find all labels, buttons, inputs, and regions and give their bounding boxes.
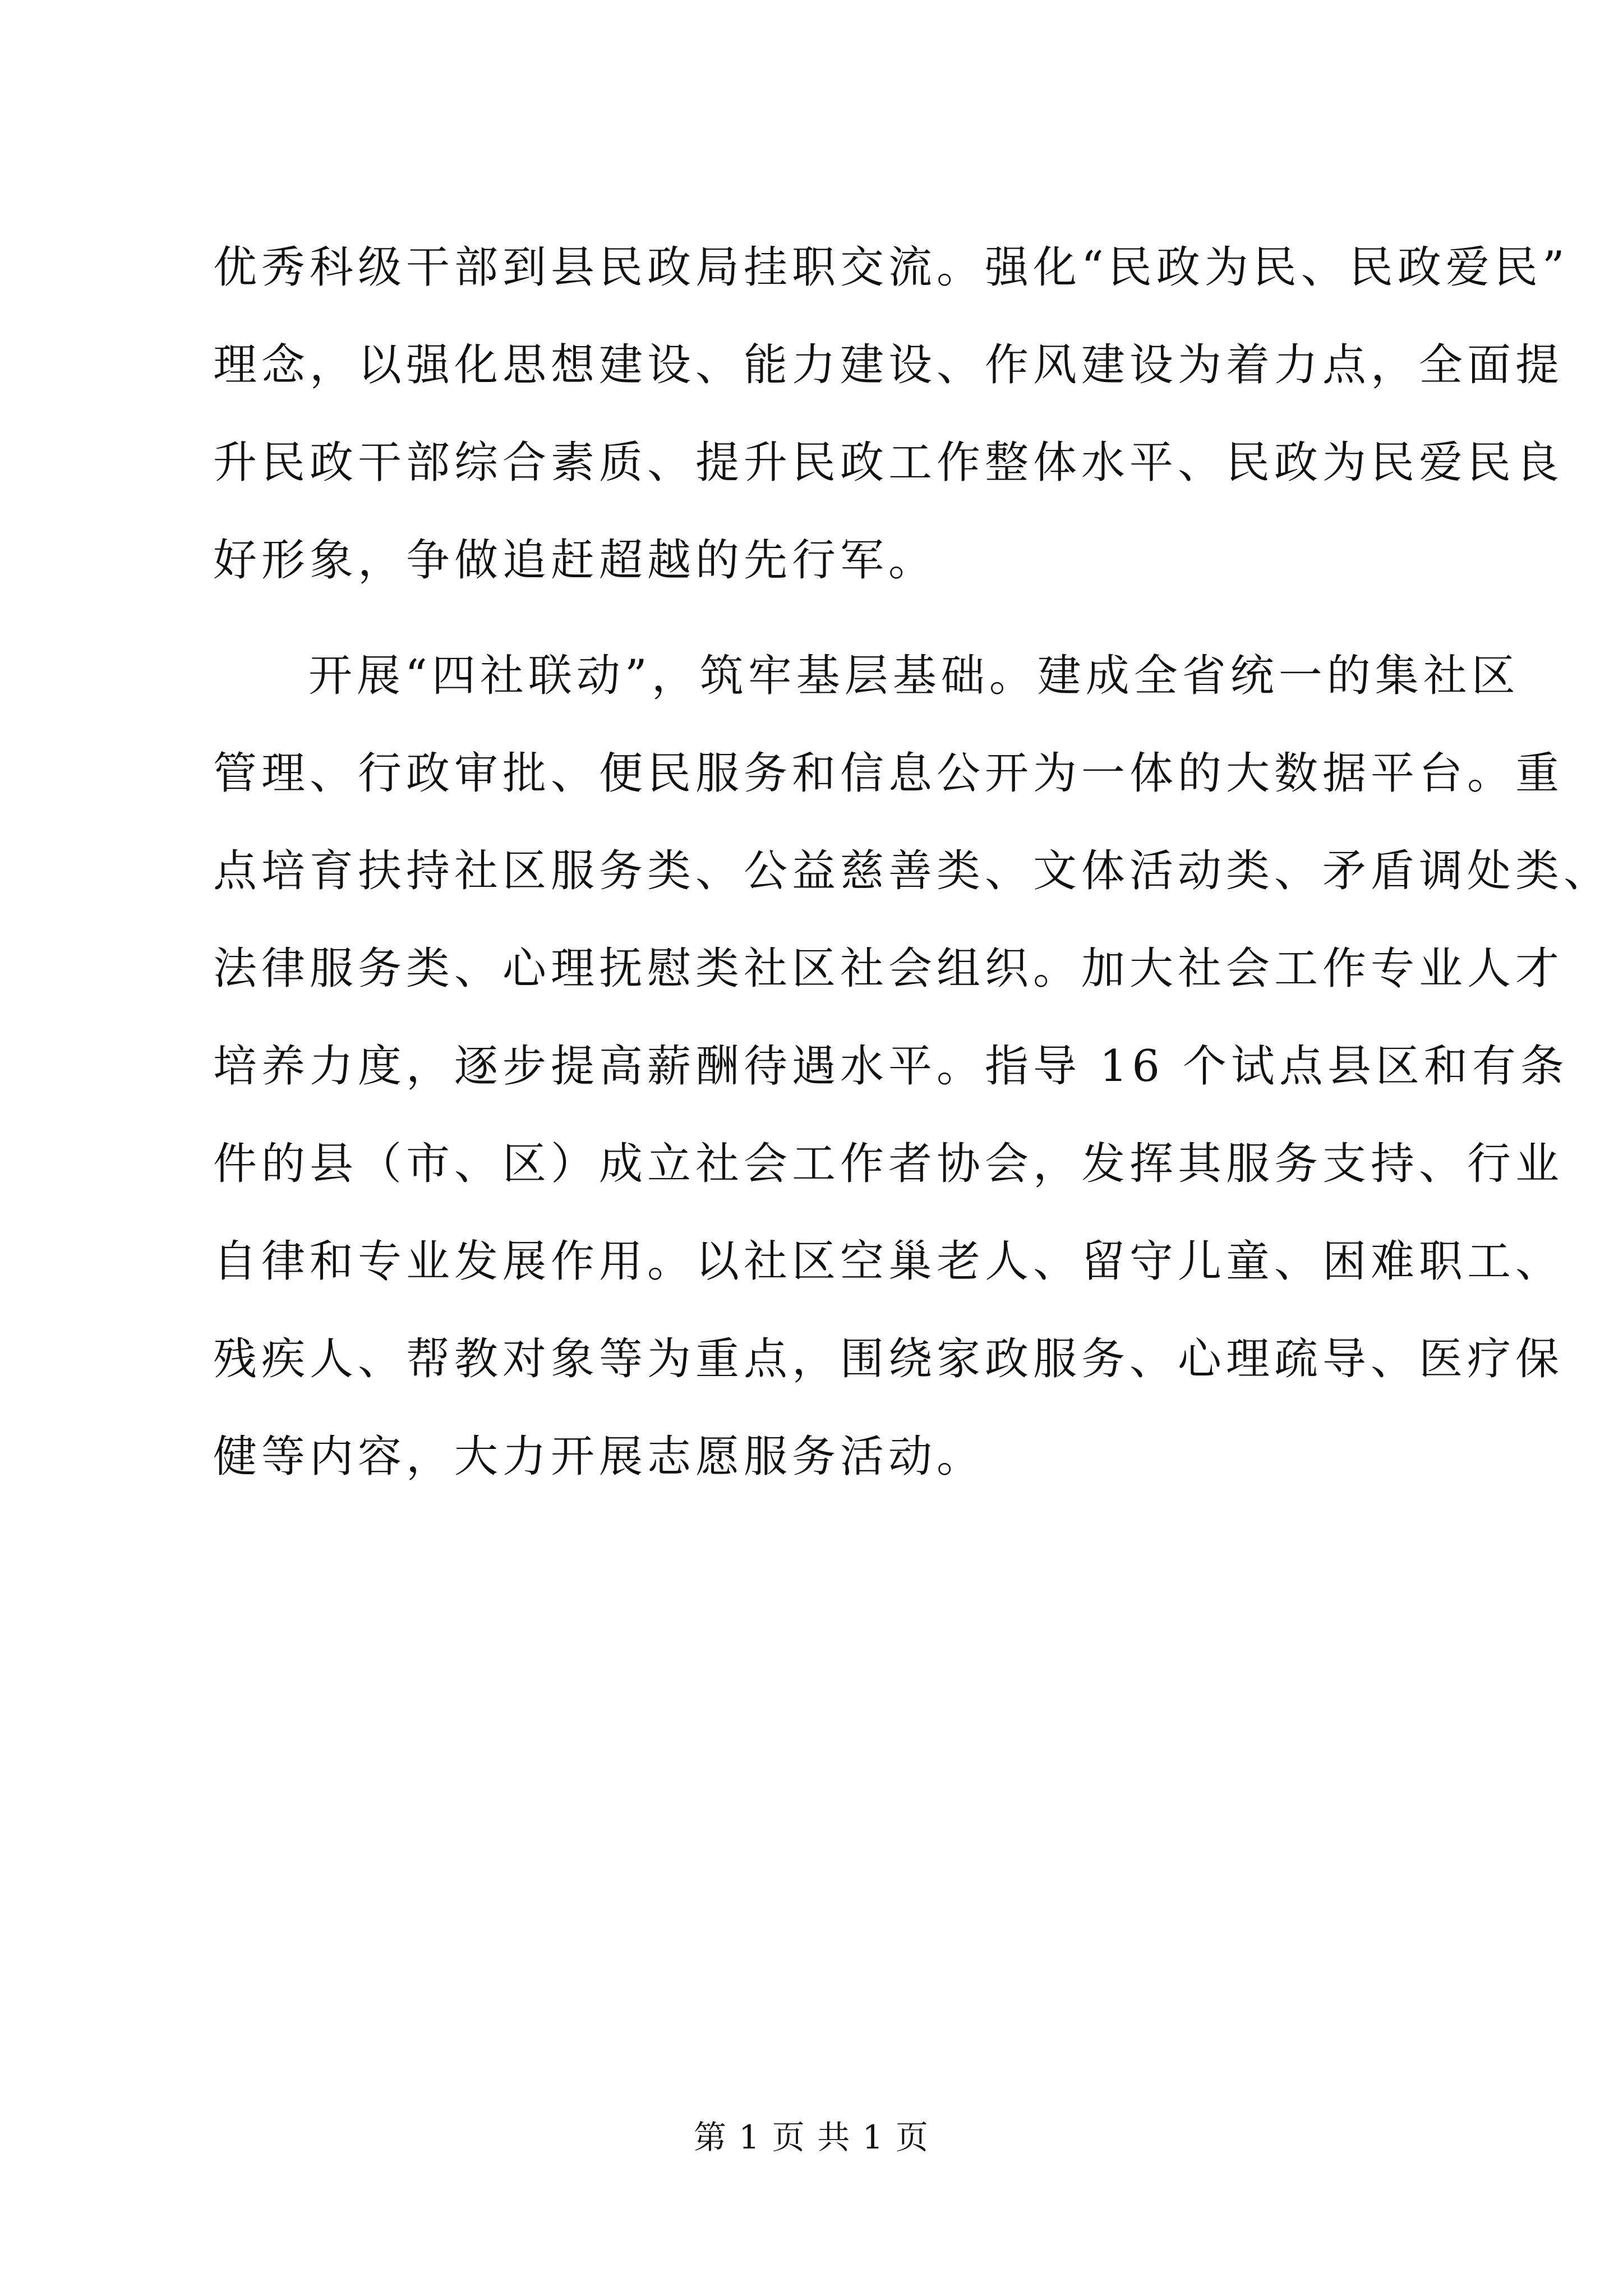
text-line: 管理、行政审批、便民服务和信息公开为一体的大数据平台。重 (213, 748, 1564, 799)
text-line: 残疾人、帮教对象等为重点，围绕家政服务、心理疏导、医疗保 (213, 1334, 1564, 1384)
document-body (213, 219, 1612, 1506)
page-footer (0, 2115, 1623, 2160)
text-line: 健等内容，大力开展志愿服务活动。 (213, 1432, 985, 1482)
text-line: 优秀科级干部到县民政局挂职交流。强化“民政为民、民政爱民” (213, 242, 1569, 293)
text-line: 法律服务类、心理抚慰类社区社会组织。加大社会工作专业人才 (213, 944, 1564, 994)
text-line: 培养力度，逐步提高薪酬待遇水平。指导 16 个试点县区和有条 (213, 1041, 1569, 1092)
paragraph-spacing (213, 609, 1424, 627)
paragraph-1 (213, 219, 1569, 609)
paragraph-2 (213, 627, 1612, 1506)
text-line: 点培育扶持社区服务类、公益慈善类、文体活动类、矛盾调处类、 (213, 846, 1612, 896)
text-line: 件的县（市、区）成立社会工作者协会，发挥其服务支持、行业 (213, 1139, 1564, 1189)
text-line: 升民政干部综合素质、提升民政工作整体水平、民政为民爱民良 (213, 438, 1564, 488)
text-line-indented: 开展“四社联动”，筑牢基层基础。建成全省统一的集社区 (308, 651, 1520, 701)
text-line: 好形象，争做追赶超越的先行军。 (213, 535, 937, 586)
text-line: 自律和专业发展作用。以社区空巢老人、留守儿童、困难职工、 (213, 1236, 1564, 1287)
page-number-label: 第 1 页 共 1 页 (694, 2118, 929, 2156)
text-line: 理念，以强化思想建设、能力建设、作风建设为着力点，全面提 (213, 340, 1564, 390)
